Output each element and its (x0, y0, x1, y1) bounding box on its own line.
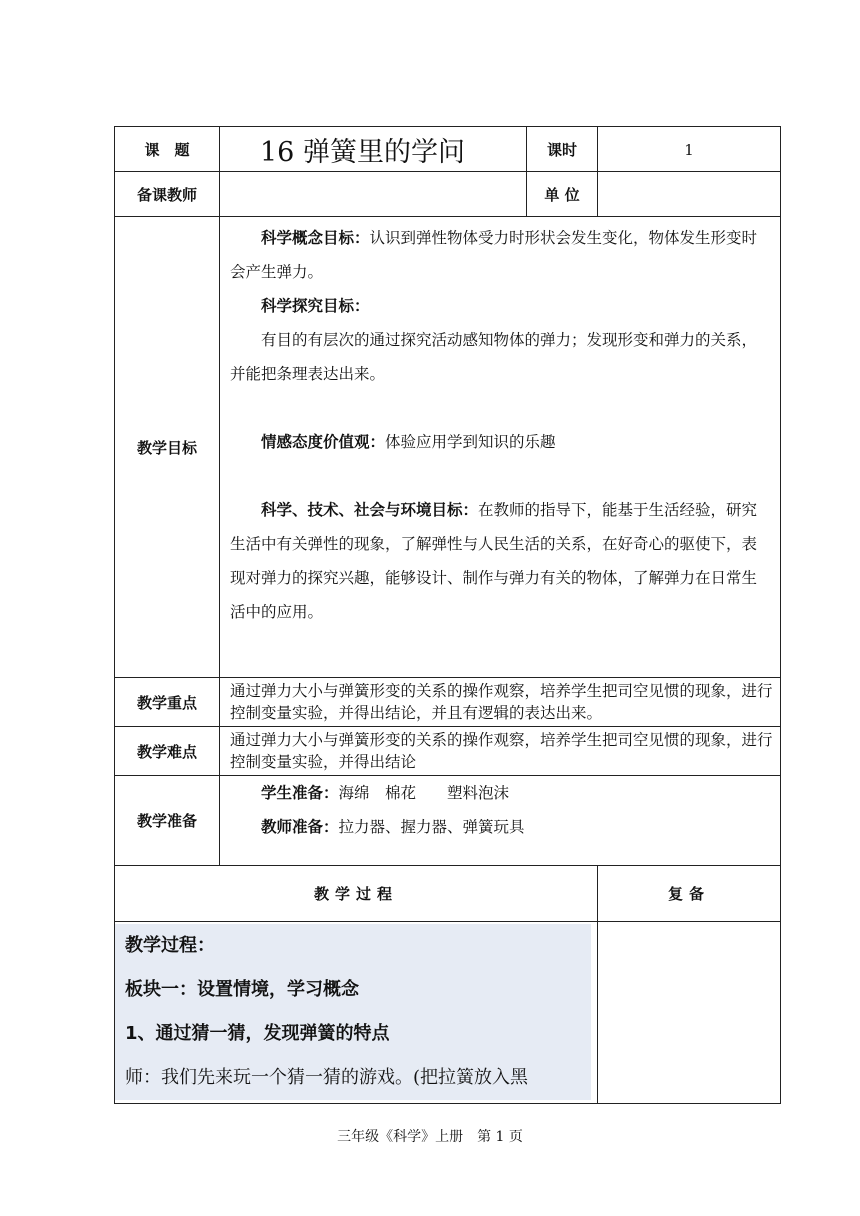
hours-label: 课时 (527, 127, 598, 172)
teacher-preparation-title: 教师准备： (261, 818, 339, 836)
teacher-preparation-text: 拉力器、握力器、弹簧玩具 (338, 818, 525, 836)
concept-objective (230, 221, 772, 289)
student-preparation (230, 776, 772, 810)
page-footer: 三年级《科学》上册 第 1 页 (337, 1129, 523, 1145)
unit-value (598, 172, 781, 217)
key-points-content (220, 678, 781, 727)
process-line-section: 板块一：设置情境，学习概念 (125, 979, 359, 1000)
process-highlight-block (115, 924, 591, 1100)
concept-objective-title: 科学概念目标： (261, 229, 370, 247)
stse-objective (230, 493, 772, 629)
inquiry-objective-title-line (230, 289, 772, 323)
attitude-objective-title: 情感态度价值观： (261, 433, 386, 451)
review-header: 复备 (598, 866, 781, 922)
hours-value: 1 (598, 127, 781, 172)
spacer (230, 391, 772, 425)
preparation-content (220, 776, 781, 866)
process-header: 教学过程 (115, 866, 598, 922)
concept-objective-text: 认识到弹性物体受力时形状会发生变化，物体发生形变时会产生弹力。 (230, 229, 758, 281)
attitude-objective-text: 体验应用学到知识的乐趣 (385, 433, 556, 451)
inquiry-objective-text: 有目的有层次的通过探究活动感知物体的弹力；发现形变和弹力的关系，并能把条理表达出来。 (230, 331, 758, 383)
key-points-label: 教学重点 (115, 678, 220, 727)
stse-objective-text: 在教师的指导下，能基于生活经验，研究生活中有关弹性的现象，了解弹性与人民生活的关系，在好奇心的驱使下，表现对弹力的探究兴趣，能够设计、制作与弹力有关的物体，了解弹力在日常生活中的应用。 (230, 501, 758, 621)
preparation-label: 教学准备 (115, 776, 220, 866)
key-points-text: 通过弹力大小与弹簧形变的关系的操作观察，培养学生把司空见惯的现象，进行控制变量实验，并得出结论，并且有逻辑的表达出来。 (230, 682, 773, 722)
unit-label: 单 位 (527, 172, 598, 217)
process-line-teacher: 师：我们先来玩一个猜一猜的游戏。(把拉簧放入黑 (125, 1067, 529, 1088)
lesson-plan-table (114, 126, 781, 1104)
inquiry-objective-title: 科学探究目标： (261, 297, 370, 315)
stse-objective-title: 科学、技术、社会与环境目标： (261, 501, 479, 519)
difficulties-text: 通过弹力大小与弹簧形变的关系的操作观察，培养学生把司空见惯的现象，进行控制变量实验，并得出结论 (230, 731, 773, 771)
teacher-value (220, 172, 527, 217)
spacer (230, 459, 772, 493)
process-content (115, 922, 598, 1104)
objectives-label: 教学目标 (115, 217, 220, 678)
lesson-title: 16 弹簧里的学问 (220, 127, 527, 172)
objectives-content (220, 217, 781, 678)
teacher-preparation (230, 810, 772, 844)
teacher-label: 备课教师 (115, 172, 220, 217)
process-line-heading: 教学过程： (125, 935, 215, 956)
difficulties-label: 教学难点 (115, 727, 220, 776)
difficulties-content (220, 727, 781, 776)
attitude-objective (230, 425, 772, 459)
process-line-step: 1、通过猜一猜，发现弹簧的特点 (125, 1023, 390, 1044)
student-preparation-title: 学生准备： (261, 784, 339, 802)
topic-label: 课 题 (115, 127, 220, 172)
review-content (598, 922, 781, 1104)
student-preparation-text: 海绵 棉花 塑料泡沫 (338, 784, 510, 802)
